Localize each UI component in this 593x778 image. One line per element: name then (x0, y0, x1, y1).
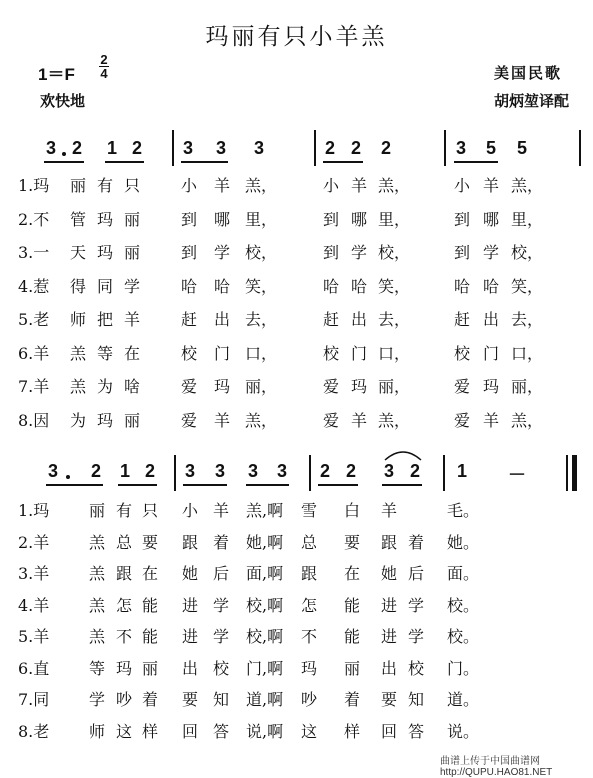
lyric-syllable: 羊 (483, 176, 500, 195)
lyric-syllable: 跟 (381, 532, 398, 552)
lyric-syllable: 她。 (447, 532, 480, 552)
lyric-syllable: 门 (351, 343, 368, 363)
lyric-syllable: 师 (70, 310, 87, 329)
lyric-syllable: 学 (408, 595, 425, 615)
lyric-syllable: 面。 (447, 564, 480, 583)
lyric-syllable: 丽 (70, 176, 87, 195)
lyric-syllable: 口， (245, 343, 278, 363)
beam (318, 484, 358, 486)
lyric-syllable: 到 (323, 243, 340, 262)
lyric-syllable: 丽 (89, 501, 106, 520)
lyric-syllable: 学 (124, 276, 141, 296)
beam (105, 161, 144, 163)
lyric-syllable: 赶 (323, 310, 340, 329)
lyric-syllable: 小 (454, 176, 471, 195)
lyric-syllable: 门。 (447, 658, 480, 678)
lyric-syllable: 雪 (301, 501, 318, 520)
lyric-syllable: 玛 (97, 243, 114, 262)
note: 3 (184, 461, 195, 481)
lyric-syllable: 羊 (351, 176, 368, 195)
beam (118, 484, 157, 486)
beam (46, 484, 103, 486)
lyric-syllable: 要 (344, 532, 361, 552)
lyric-syllable: 能 (344, 627, 361, 646)
lyric-syllable: 丽， (511, 377, 544, 396)
lyric-syllable: 8.老 (18, 721, 50, 741)
lyric-syllable: 进 (381, 595, 398, 615)
lyric-syllable: 7.同 (18, 690, 50, 709)
note: 2 (324, 138, 335, 158)
lyric-syllable: 学 (213, 595, 230, 615)
lyric-syllable: 校， (378, 243, 411, 262)
lyric-syllable: 哈 (214, 276, 231, 296)
lyric-syllable: 校 (408, 658, 425, 678)
augmentation-dot (62, 152, 66, 156)
lyric-syllable: 出 (214, 310, 231, 329)
barline (172, 130, 174, 166)
lyric-syllable: 去， (511, 310, 544, 329)
lyric-syllable: 要 (381, 690, 398, 709)
beam (183, 484, 227, 486)
lyric-syllable: 羔， (511, 410, 544, 430)
lyric-syllable: 3.一 (18, 243, 50, 262)
arranger-credit: 胡炳堃译配 (494, 92, 570, 110)
lyric-syllable: 总 (116, 532, 133, 552)
lyric-syllable: 口， (511, 343, 544, 363)
lyric-syllable: 哈 (181, 276, 198, 296)
lyric-syllable: 哈 (483, 276, 500, 296)
lyric-syllable: 要 (142, 532, 159, 552)
note: 5 (485, 138, 496, 158)
lyric-syllable: 1.玛 (18, 176, 50, 195)
lyric-syllable: 门 (483, 343, 500, 363)
lyric-syllable: 说,啊 (246, 721, 284, 741)
lyric-syllable: 进 (182, 627, 199, 646)
song-title: 玛丽有只小羊羔 (205, 24, 388, 50)
lyric-syllable: 在 (344, 564, 361, 583)
lyric-syllable: 她,啊 (246, 532, 284, 552)
lyric-syllable: 哪 (483, 209, 500, 229)
lyric-syllable: 玛 (97, 410, 114, 430)
lyric-syllable: 6.羊 (18, 343, 50, 363)
note: 3 (182, 138, 193, 158)
note: 3 (455, 138, 466, 158)
lyric-syllable: 到 (454, 243, 471, 262)
lyric-syllable: 出 (182, 658, 199, 678)
barline (309, 455, 311, 491)
note: 3 (214, 461, 225, 481)
note: 2 (144, 461, 155, 481)
lyric-syllable: 羔， (511, 176, 544, 195)
lyric-syllable: 1.玛 (18, 501, 50, 520)
lyric-syllable: 等 (89, 658, 106, 678)
lyric-syllable: 着 (344, 690, 361, 709)
lyric-syllable: 回 (182, 721, 199, 741)
lyric-syllable: 羊 (351, 410, 368, 430)
beam (246, 484, 289, 486)
lyric-syllable: 羔 (89, 564, 106, 583)
lyric-syllable: 爱 (454, 377, 471, 396)
lyric-syllable: 有 (97, 176, 114, 195)
lyric-syllable: 进 (182, 595, 199, 615)
lyric-syllable: 总 (301, 532, 318, 552)
lyric-syllable: 羊 (124, 310, 141, 329)
lyric-syllable: 羔， (378, 410, 411, 430)
lyric-syllable: 丽 (124, 243, 141, 262)
note: 2 (409, 461, 420, 481)
lyric-syllable: 样 (344, 721, 361, 741)
lyric-syllable: 后 (213, 564, 230, 583)
time-signature (99, 54, 109, 79)
lyric-syllable: 4.羊 (18, 595, 50, 615)
lyric-syllable: 着 (142, 690, 159, 709)
lyric-syllable: 得 (70, 276, 87, 296)
lyric-syllable: 管 (70, 209, 87, 229)
lyric-syllable: 玛 (351, 377, 368, 396)
lyric-syllable: 哈 (351, 276, 368, 296)
lyric-syllable: 只 (124, 176, 141, 195)
lyric-syllable: 里， (378, 209, 411, 229)
lyric-syllable: 跟 (116, 564, 133, 583)
lyric-syllable: 说。 (447, 721, 480, 741)
lyric-syllable: 小 (323, 176, 340, 195)
lyric-syllable: 面,啊 (246, 564, 284, 583)
lyric-syllable: 校 (454, 343, 471, 363)
lyric-syllable: 出 (351, 310, 368, 329)
lyric-syllable: 这 (301, 721, 318, 741)
lyric-syllable: 丽， (245, 377, 278, 396)
lyric-syllable: 道,啊 (246, 690, 284, 709)
note: 3 (253, 138, 264, 158)
lyric-syllable: 白 (344, 501, 361, 520)
lyric-syllable: 去， (378, 310, 411, 329)
note: 3 (45, 138, 56, 158)
tempo-marking: 欢快地 (40, 92, 86, 110)
lyric-syllable: 8.因 (18, 410, 50, 430)
lyric-syllable: 哪 (214, 209, 231, 229)
lyric-syllable: 丽 (124, 410, 141, 430)
note: 2 (380, 138, 391, 158)
time-signature-bottom: 4 (100, 66, 108, 81)
lyric-syllable: 这 (116, 721, 133, 741)
lyric-syllable: 学 (408, 627, 425, 646)
lyric-syllable: 校,啊 (246, 627, 284, 646)
lyric-syllable: 能 (142, 595, 159, 615)
lyric-syllable: 样 (142, 721, 159, 741)
lyric-syllable: 跟 (182, 532, 199, 552)
lyric-syllable: 小 (182, 501, 199, 520)
lyric-syllable: 2.羊 (18, 532, 50, 552)
lyric-syllable: 赶 (454, 310, 471, 329)
slur-arc (383, 448, 423, 462)
note: 1 (106, 138, 117, 158)
lyric-syllable: 门 (214, 343, 231, 363)
lyric-syllable: 羔,啊 (246, 501, 284, 520)
lyric-syllable: 爱 (181, 410, 198, 430)
lyric-syllable: 校,啊 (246, 595, 284, 615)
lyric-syllable: 跟 (301, 564, 318, 583)
lyric-syllable: 羊 (213, 501, 230, 520)
lyric-syllable: 进 (381, 627, 398, 646)
lyric-syllable: 小 (181, 176, 198, 195)
lyric-syllable: 羔， (245, 410, 278, 430)
lyric-syllable: 哈 (323, 276, 340, 296)
lyric-syllable: 在 (124, 343, 141, 363)
footer-watermark: 曲谱上传于中国曲谱网 http://QUPU.HAO81.NET (440, 756, 553, 778)
lyric-syllable: 答 (213, 721, 230, 741)
lyric-syllable: 羔 (70, 377, 87, 396)
lyric-syllable: 羔 (89, 627, 106, 646)
lyric-syllable: 爱 (323, 410, 340, 430)
lyric-syllable: 她 (381, 564, 398, 583)
lyric-syllable: 能 (142, 627, 159, 646)
lyric-syllable: 她 (182, 564, 199, 583)
lyric-syllable: 里， (245, 209, 278, 229)
song-origin: 美国民歌 (494, 64, 563, 82)
lyric-syllable: 学 (213, 627, 230, 646)
lyric-syllable: 怎 (301, 595, 318, 615)
lyric-syllable: 只 (142, 501, 159, 520)
lyric-syllable: 7.羊 (18, 377, 50, 396)
final-barline-thin (566, 455, 568, 491)
note: 2 (131, 138, 142, 158)
slur-path (385, 452, 421, 460)
lyric-syllable: 玛 (483, 377, 500, 396)
lyric-syllable: 校 (323, 343, 340, 363)
barline (579, 130, 581, 166)
lyric-syllable: 笑， (511, 276, 544, 296)
lyric-syllable: 哪 (351, 209, 368, 229)
lyric-syllable: 丽 (142, 658, 159, 678)
lyric-syllable: 到 (454, 209, 471, 229)
time-signature-top: 2 (100, 52, 108, 67)
lyric-syllable: 知 (408, 690, 425, 709)
lyric-syllable: 毛。 (447, 501, 480, 520)
lyric-syllable: 道。 (447, 690, 480, 709)
lyric-syllable: 在 (142, 564, 159, 583)
lyric-syllable: 口， (378, 343, 411, 363)
note: 1 (456, 461, 467, 481)
note: 5 (516, 138, 527, 158)
lyric-syllable: 赶 (181, 310, 198, 329)
lyric-syllable: 爱 (454, 410, 471, 430)
lyric-syllable: 到 (181, 243, 198, 262)
lyric-syllable: 笑， (245, 276, 278, 296)
lyric-syllable: 学 (351, 243, 368, 262)
note: 3 (47, 461, 58, 481)
lyric-syllable: 学 (89, 690, 106, 709)
lyric-syllable: 出 (381, 658, 398, 678)
lyric-syllable: 6.直 (18, 658, 50, 678)
lyric-syllable: 同 (97, 276, 114, 296)
lyric-syllable: 校。 (447, 595, 480, 615)
lyric-syllable: 爱 (323, 377, 340, 396)
lyric-syllable: 要 (182, 690, 199, 709)
note: 1 (119, 461, 130, 481)
lyric-syllable: 后 (408, 564, 425, 583)
lyric-syllable: 天 (70, 243, 87, 262)
lyric-syllable: 能 (344, 595, 361, 615)
lyric-syllable: 5.羊 (18, 627, 50, 646)
lyric-syllable: 丽 (344, 658, 361, 678)
lyric-syllable: 羊 (214, 410, 231, 430)
lyric-syllable: 学 (214, 243, 231, 262)
note: 3 (276, 461, 287, 481)
sustain-dash: － (508, 465, 526, 485)
lyric-syllable: 校 (181, 343, 198, 363)
note: 2 (350, 138, 361, 158)
lyric-syllable: 羊 (214, 176, 231, 195)
lyric-syllable: 学 (483, 243, 500, 262)
lyric-syllable: 回 (381, 721, 398, 741)
lyric-syllable: 校。 (447, 627, 480, 646)
lyric-syllable: 丽， (378, 377, 411, 396)
note: 3 (383, 461, 394, 481)
beam (323, 161, 363, 163)
lyric-syllable: 羔， (245, 176, 278, 195)
barline (443, 455, 445, 491)
lyric-syllable: 啥 (124, 377, 141, 396)
lyric-syllable: 玛 (301, 658, 318, 678)
lyric-syllable: 着 (408, 532, 425, 552)
lyric-syllable: 2.不 (18, 209, 50, 229)
lyric-syllable: 不 (116, 627, 133, 646)
key-signature: 1＝F (38, 65, 75, 84)
lyric-syllable: 师 (89, 721, 106, 741)
barline (174, 455, 176, 491)
lyric-syllable: 羔 (89, 595, 106, 615)
lyric-syllable: 羊 (381, 501, 398, 520)
lyric-syllable: 为 (70, 410, 87, 430)
note: 2 (345, 461, 356, 481)
lyric-syllable: 怎 (116, 595, 133, 615)
lyric-syllable: 玛 (116, 658, 133, 678)
barline (314, 130, 316, 166)
barline (444, 130, 446, 166)
lyric-syllable: 爱 (181, 377, 198, 396)
lyric-syllable: 羊 (483, 410, 500, 430)
final-barline-thick (572, 455, 577, 491)
lyric-syllable: 羔 (89, 532, 106, 552)
beam (454, 161, 498, 163)
lyric-syllable: 4.惹 (18, 276, 50, 296)
lyric-syllable: 到 (181, 209, 198, 229)
lyric-syllable: 不 (301, 627, 318, 646)
lyric-syllable: 哈 (454, 276, 471, 296)
lyric-syllable: 等 (97, 343, 114, 363)
lyric-syllable: 着 (213, 532, 230, 552)
note: 2 (319, 461, 330, 481)
note: 3 (247, 461, 258, 481)
lyric-syllable: 校， (245, 243, 278, 262)
lyric-syllable: 吵 (301, 690, 318, 709)
lyric-syllable: 知 (213, 690, 230, 709)
lyric-syllable: 5.老 (18, 310, 50, 329)
lyric-syllable: 羔， (378, 176, 411, 195)
lyric-syllable: 校， (511, 243, 544, 262)
lyric-syllable: 门,啊 (246, 658, 284, 678)
lyric-syllable: 去， (245, 310, 278, 329)
lyric-syllable: 为 (97, 377, 114, 396)
lyric-syllable: 3.羊 (18, 564, 50, 583)
lyric-syllable: 到 (323, 209, 340, 229)
lyric-syllable: 有 (116, 501, 133, 520)
beam (44, 161, 84, 163)
lyric-syllable: 玛 (97, 209, 114, 229)
augmentation-dot (66, 475, 70, 479)
lyric-syllable: 羔 (70, 343, 87, 363)
lyric-syllable: 吵 (116, 690, 133, 709)
beam (181, 161, 228, 163)
lyric-syllable: 丽 (124, 209, 141, 229)
lyric-syllable: 里， (511, 209, 544, 229)
lyric-syllable: 玛 (214, 377, 231, 396)
lyric-syllable: 把 (97, 310, 114, 329)
lyric-syllable: 出 (483, 310, 500, 329)
lyric-syllable: 答 (408, 721, 425, 741)
note: 2 (90, 461, 101, 481)
note: 3 (215, 138, 226, 158)
lyric-syllable: 笑， (378, 276, 411, 296)
beam (382, 484, 422, 486)
lyric-syllable: 校 (213, 658, 230, 678)
note: 2 (71, 138, 82, 158)
